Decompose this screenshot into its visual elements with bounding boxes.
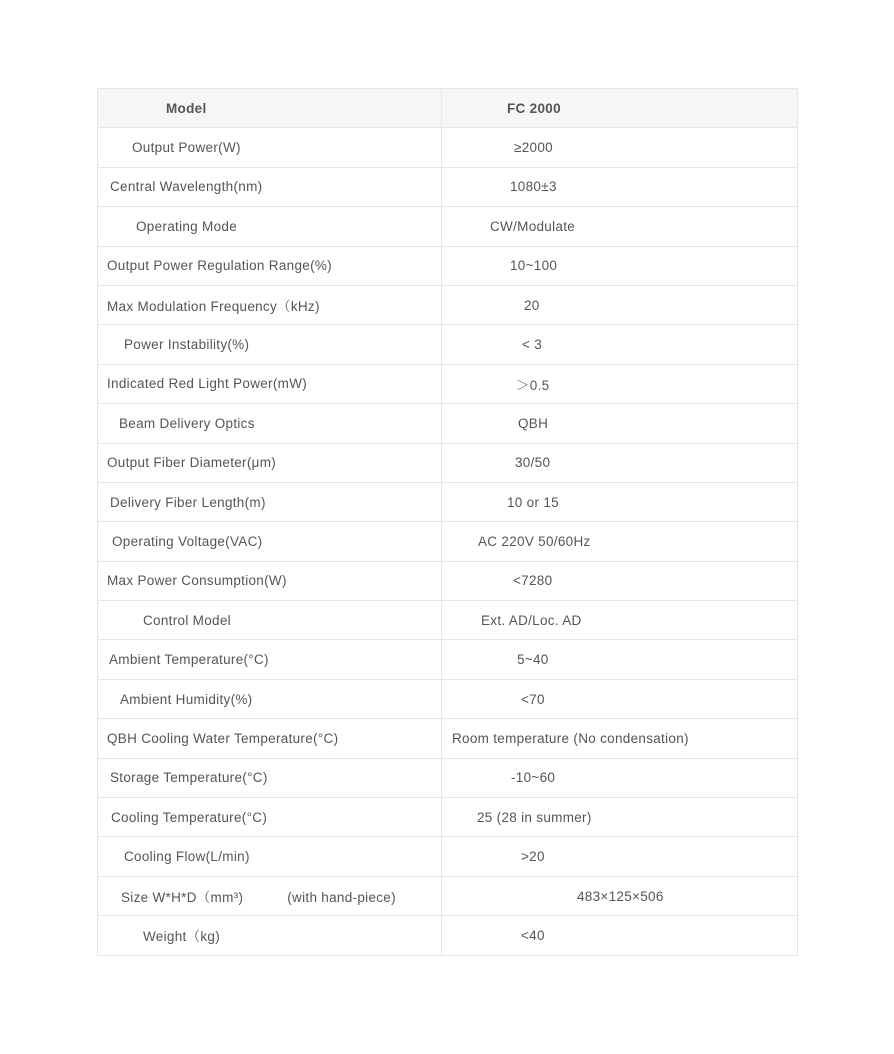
row-value-cell	[442, 876, 798, 915]
row-value: QBH	[518, 415, 549, 431]
row-label-cell	[98, 482, 442, 521]
row-label: Max Modulation Frequency（kHz)	[107, 299, 320, 315]
row-value: <70	[521, 691, 545, 707]
row-value: AC 220V 50/60Hz	[478, 533, 591, 549]
table-row	[98, 404, 798, 443]
row-value: 25 (28 in summer)	[477, 809, 592, 825]
row-label-cell	[98, 246, 442, 285]
row-value-cell	[442, 522, 798, 561]
spec-table	[97, 88, 798, 956]
row-value-cell	[442, 837, 798, 876]
row-note: (with hand-piece)	[287, 890, 396, 905]
row-value: Ext. AD/Loc. AD	[481, 612, 582, 628]
row-label: Storage Temperature(°C)	[110, 770, 268, 786]
table-row	[98, 798, 798, 837]
table-row	[98, 246, 798, 285]
header-label-cell	[98, 89, 442, 128]
row-value-cell	[442, 758, 798, 797]
row-value: ≥2000	[514, 140, 553, 156]
row-value-cell	[442, 443, 798, 482]
row-label-cell	[98, 364, 442, 403]
row-value: ＞0.5	[516, 377, 550, 393]
table-row	[98, 364, 798, 403]
row-value: 5~40	[517, 652, 549, 668]
row-value: <40	[521, 927, 545, 943]
row-label: Indicated Red Light Power(mW)	[107, 376, 308, 392]
row-label: Central Wavelength(nm)	[110, 179, 263, 195]
row-label: Beam Delivery Optics	[119, 415, 255, 431]
table-row	[98, 207, 798, 246]
row-value-cell	[442, 404, 798, 443]
header-label: Model	[166, 100, 207, 116]
row-value: -10~60	[511, 770, 556, 786]
row-label-cell	[98, 404, 442, 443]
row-label-cell	[98, 876, 442, 915]
row-label-cell	[98, 167, 442, 206]
row-value-cell	[442, 561, 798, 600]
header-value: FC 2000	[507, 100, 561, 116]
table-row	[98, 443, 798, 482]
row-label: Output Power Regulation Range(%)	[107, 258, 332, 274]
row-label: Ambient Temperature(°C)	[109, 652, 269, 668]
row-label-cell	[98, 679, 442, 718]
row-label-cell	[98, 443, 442, 482]
row-label: Max Power Consumption(W)	[107, 573, 287, 589]
table-row	[98, 758, 798, 797]
table-row	[98, 285, 798, 324]
row-label-cell	[98, 837, 442, 876]
row-value-cell	[442, 719, 798, 758]
row-label: Output Fiber Diameter(μm)	[107, 455, 277, 471]
row-value-cell	[442, 167, 798, 206]
row-value-cell	[442, 679, 798, 718]
row-label: QBH Cooling Water Temperature(°C)	[107, 730, 339, 746]
row-value: 483×125×506	[577, 888, 664, 904]
row-value: 30/50	[515, 455, 551, 471]
row-value-cell	[442, 128, 798, 167]
row-label: Size W*H*D（mm³)	[121, 890, 244, 905]
row-label-cell	[98, 719, 442, 758]
table-row	[98, 601, 798, 640]
row-value-cell	[442, 916, 798, 955]
header-value-cell	[442, 89, 798, 128]
row-label-cell	[98, 601, 442, 640]
row-label-cell	[98, 128, 442, 167]
row-value: 20	[524, 297, 540, 313]
row-value: <7280	[513, 573, 553, 589]
row-value: 1080±3	[510, 179, 557, 195]
row-label: Operating Mode	[136, 218, 238, 234]
table-row	[98, 482, 798, 521]
table-header-row	[98, 89, 798, 128]
row-value-cell	[442, 798, 798, 837]
table-row	[98, 167, 798, 206]
table-row	[98, 719, 798, 758]
row-label: Operating Voltage(VAC)	[112, 533, 263, 549]
row-label: Cooling Temperature(°C)	[111, 809, 268, 825]
row-value: Room temperature (No condensation)	[452, 730, 689, 746]
table-row	[98, 522, 798, 561]
table-row	[98, 561, 798, 600]
table-row	[98, 876, 798, 915]
row-value-cell	[442, 601, 798, 640]
row-label-cell	[98, 207, 442, 246]
row-label: Control Model	[143, 612, 231, 628]
row-label-cell	[98, 798, 442, 837]
row-label-cell	[98, 640, 442, 679]
row-label: Power Instability(%)	[124, 337, 250, 353]
row-label-cell	[98, 916, 442, 955]
row-label-cell	[98, 561, 442, 600]
row-value-cell	[442, 325, 798, 364]
table-row	[98, 916, 798, 955]
row-value-cell	[442, 246, 798, 285]
row-value: 10~100	[510, 258, 558, 274]
row-value: 10 or 15	[507, 494, 559, 510]
table-row	[98, 325, 798, 364]
row-value-cell	[442, 364, 798, 403]
row-value-cell	[442, 285, 798, 324]
table-row	[98, 640, 798, 679]
row-value-cell	[442, 207, 798, 246]
row-value: < 3	[522, 337, 543, 353]
row-value-cell	[442, 482, 798, 521]
row-label-cell	[98, 325, 442, 364]
row-value-cell	[442, 640, 798, 679]
row-label: Weight（kg)	[143, 929, 221, 945]
row-label: Ambient Humidity(%)	[120, 691, 253, 707]
row-label: Delivery Fiber Length(m)	[110, 494, 266, 510]
row-value: CW/Modulate	[490, 218, 576, 234]
table-row	[98, 128, 798, 167]
row-value: >20	[521, 849, 545, 865]
row-label-cell	[98, 758, 442, 797]
row-label-cell	[98, 285, 442, 324]
row-label: Output Power(W)	[132, 140, 241, 156]
table-row	[98, 679, 798, 718]
row-label-cell	[98, 522, 442, 561]
row-label: Cooling Flow(L/min)	[124, 849, 250, 865]
table-row	[98, 837, 798, 876]
